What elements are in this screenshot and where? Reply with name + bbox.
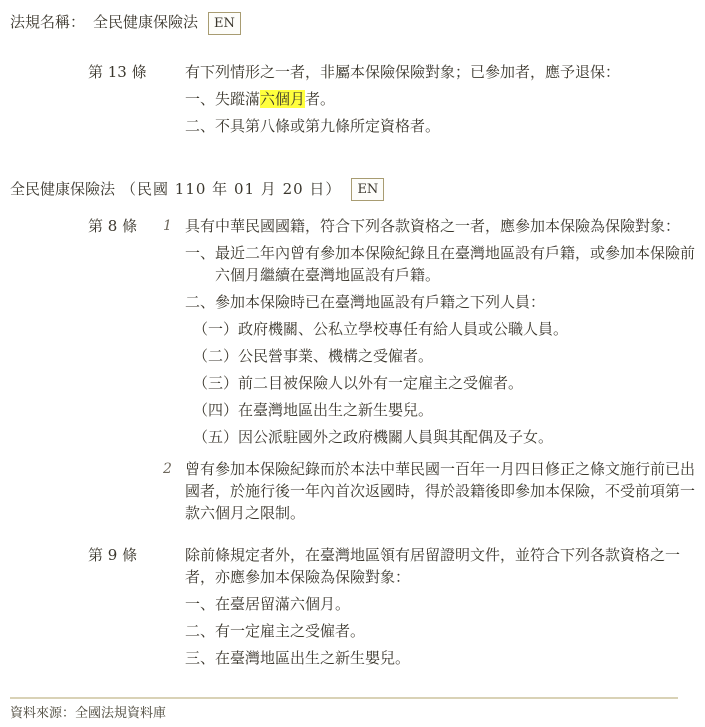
- article-8-p1-item-1: 一、最近二年內曾有參加本保險紀錄且在臺灣地區設有戶籍，或參加本保險前六個月繼續在臺灣地區設有戶籍。: [185, 243, 696, 284]
- law-title: 全民健康保險法: [10, 179, 116, 198]
- article-8-p1-item-2: 二、參加本保險時已在臺灣地區設有戶籍之下列人員：: [185, 292, 546, 311]
- article-9-item-1: 一、在臺居留滿六個月。: [185, 594, 351, 613]
- article-8: [88, 215, 705, 529]
- en-translation-button-2[interactable]: EN: [351, 178, 384, 201]
- article-9-item-2: 二、有一定雇主之受僱者。: [185, 621, 366, 640]
- law-amendment-date: （民國 110 年 01 月 20 日）: [121, 179, 342, 198]
- article-8-paragraph-1: [163, 215, 705, 453]
- article-9-intro: 除前條規定者外，在臺灣地區領有居留證明文件，並符合下列各款資格之一者，亦應參加本保險為保險對象：: [185, 545, 681, 586]
- article-8-p1-subitem-1: （一）政府機關、公私立學校專任有給人員或公職人員。: [193, 319, 569, 338]
- law-name-label: 法規名稱：: [10, 13, 86, 31]
- article-8-p1-subitem-4: （四）在臺灣地區出生之新生嬰兒。: [193, 400, 434, 419]
- law-name-header: [10, 10, 705, 35]
- article-8-p1-subitem-5: （五）因公派駐國外之政府機關人員與其配偶及子女。: [193, 427, 554, 446]
- article-13: [88, 61, 705, 142]
- en-translation-button[interactable]: EN: [208, 12, 241, 35]
- article-8-p1-subitem-3: （三）前二目被保險人以外有一定雇主之受僱者。: [193, 373, 524, 392]
- article-9-number: 第 9 條: [88, 545, 138, 564]
- page-footer: [10, 697, 705, 722]
- article-13-item-1: [185, 88, 697, 110]
- article-9: [88, 544, 705, 674]
- paragraph-2-number: 2: [163, 460, 172, 477]
- article-13-item-2: 二、不具第八條或第九條所定資格者。: [185, 116, 441, 135]
- article-8-number: 第 8 條: [88, 216, 138, 235]
- law-name-title: 全民健康保險法: [93, 13, 199, 31]
- article-8-paragraph-2: [163, 458, 705, 529]
- article-8-p1-subitem-2: （二）公民營事業、機構之受僱者。: [193, 346, 434, 365]
- article-8-p1-intro: 具有中華民國國籍，符合下列各款資格之一者，應參加本保險為保險對象：: [185, 216, 681, 235]
- footer-divider: [10, 697, 678, 699]
- article-8-p2-text: 曾有參加本保險紀錄而於本法中華民國一百年一月四日修正之條文施行前已出國者，於施行後一年內首次返國時，得於設籍後即參加本保險，不受前項第一款六個月之限制。: [185, 459, 696, 522]
- article-13-intro: 有下列情形之一者，非屬本保險保險對象；已參加者，應予退保：: [185, 62, 621, 81]
- item-text-before-highlight: 一、失蹤滿: [185, 89, 261, 108]
- article-13-number: 第 13 條: [88, 62, 147, 81]
- data-source-label: 資料來源：全國法規資料庫: [10, 706, 167, 721]
- highlighted-text: 六個月: [260, 89, 306, 108]
- article-9-item-3: 三、在臺灣地區出生之新生嬰兒。: [185, 648, 411, 667]
- item-text-after-highlight: 者。: [305, 89, 336, 108]
- law-title-header: [10, 176, 705, 202]
- paragraph-1-number: 1: [163, 217, 172, 234]
